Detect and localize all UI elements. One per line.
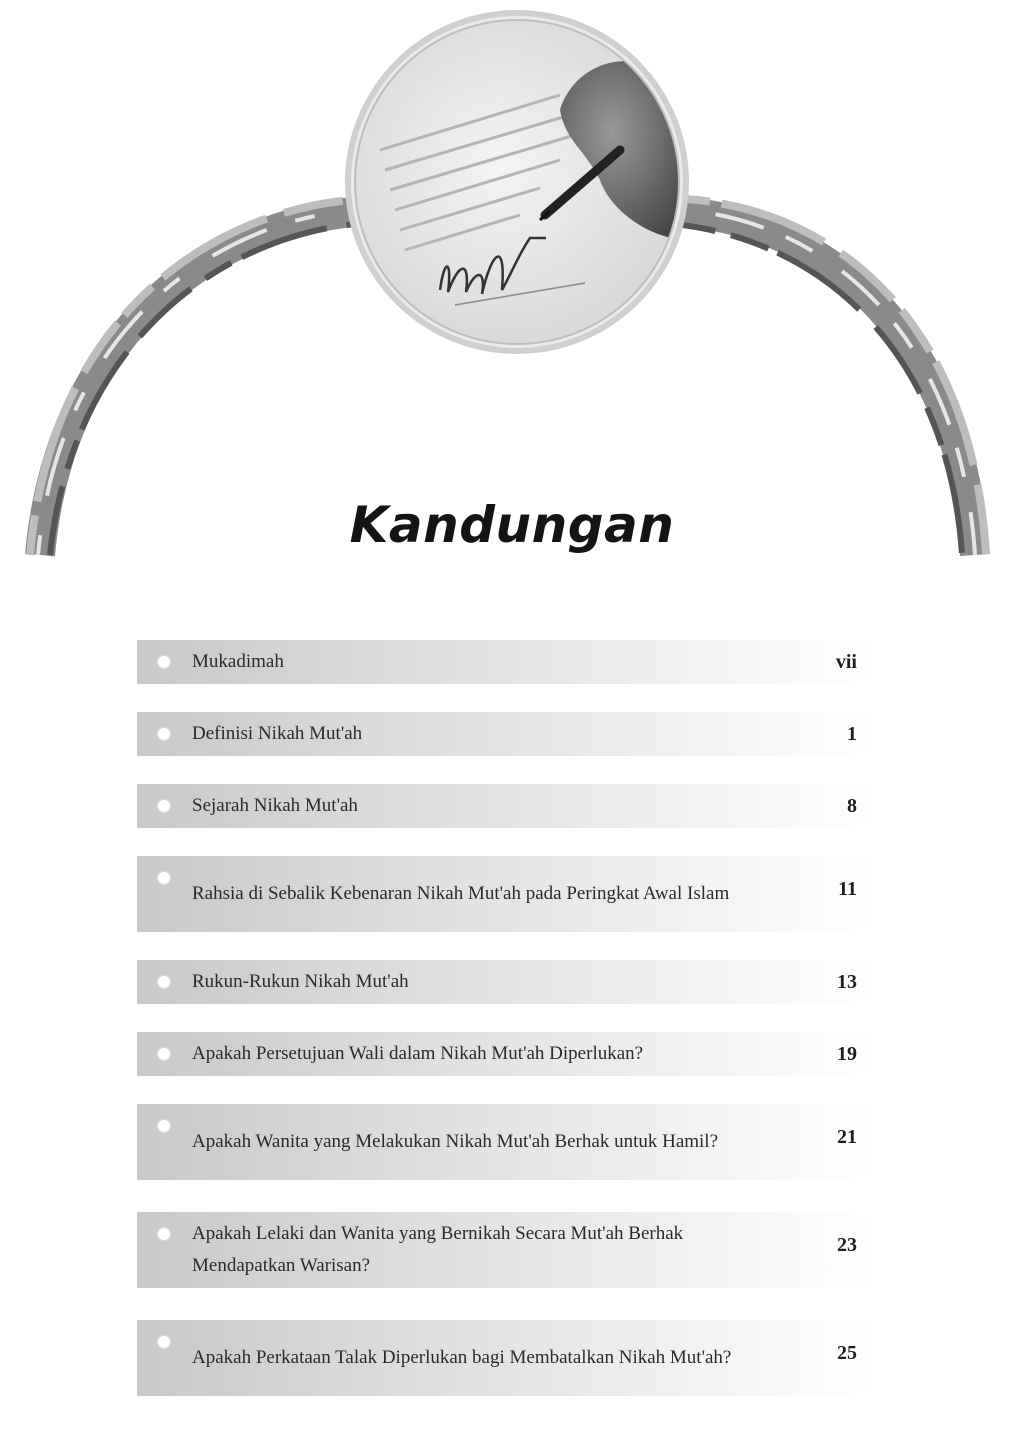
toc-item-title: Mukadimah <box>192 651 284 672</box>
toc-item[interactable] <box>137 784 877 828</box>
toc-item[interactable] <box>137 640 877 684</box>
page-title: Kandungan <box>349 496 675 554</box>
toc-item[interactable] <box>137 856 877 932</box>
bullet-icon <box>157 1047 171 1061</box>
magnifier-lens <box>345 10 690 354</box>
toc-item-page: 8 <box>847 795 857 817</box>
bullet-icon <box>157 975 171 989</box>
toc-item[interactable] <box>137 960 877 1004</box>
toc-item-title: Rukun-Rukun Nikah Mut'ah <box>192 971 409 992</box>
toc-item[interactable] <box>137 1212 877 1288</box>
toc-item-page: 25 <box>837 1342 857 1365</box>
bullet-icon <box>157 727 171 741</box>
toc-item-title: Apakah Persetujuan Wali dalam Nikah Mut'ah Diperlukan? <box>192 1043 644 1064</box>
toc-item-title: Sejarah Nikah Mut'ah <box>192 795 358 816</box>
toc-item[interactable] <box>137 1320 877 1396</box>
toc-item-page: 23 <box>837 1234 857 1257</box>
toc-item-title: Apakah Lelaki dan Wanita yang Bernikah Secara Mut'ah Berhak Mendapatkan Warisan? <box>192 1223 684 1276</box>
toc-item[interactable] <box>137 1104 877 1180</box>
toc-item-title: Apakah Wanita yang Melakukan Nikah Mut'ah Berhak untuk Hamil? <box>192 1131 719 1152</box>
bullet-icon <box>157 799 171 813</box>
toc-item-page: 21 <box>837 1126 857 1149</box>
toc-item-page: vii <box>835 651 857 673</box>
toc-item-page: 13 <box>837 971 857 993</box>
toc-item[interactable] <box>137 712 877 756</box>
toc-item-title: Apakah Perkataan Talak Diperlukan bagi Membatalkan Nikah Mut'ah? <box>192 1347 732 1368</box>
toc-item-page: 11 <box>838 878 857 901</box>
bullet-icon <box>157 871 171 885</box>
bullet-icon <box>157 655 171 669</box>
toc-item-title: Definisi Nikah Mut'ah <box>192 723 363 744</box>
toc-item[interactable] <box>137 1032 877 1076</box>
table-of-contents <box>137 640 877 1396</box>
toc-item-page: 1 <box>847 723 857 745</box>
bullet-icon <box>157 1119 171 1133</box>
bullet-icon <box>157 1227 171 1241</box>
toc-item-title: Rahsia di Sebalik Kebenaran Nikah Mut'ah pada Peringkat Awal Islam <box>192 883 730 904</box>
toc-item-page: 19 <box>837 1043 857 1065</box>
bullet-icon <box>157 1335 171 1349</box>
